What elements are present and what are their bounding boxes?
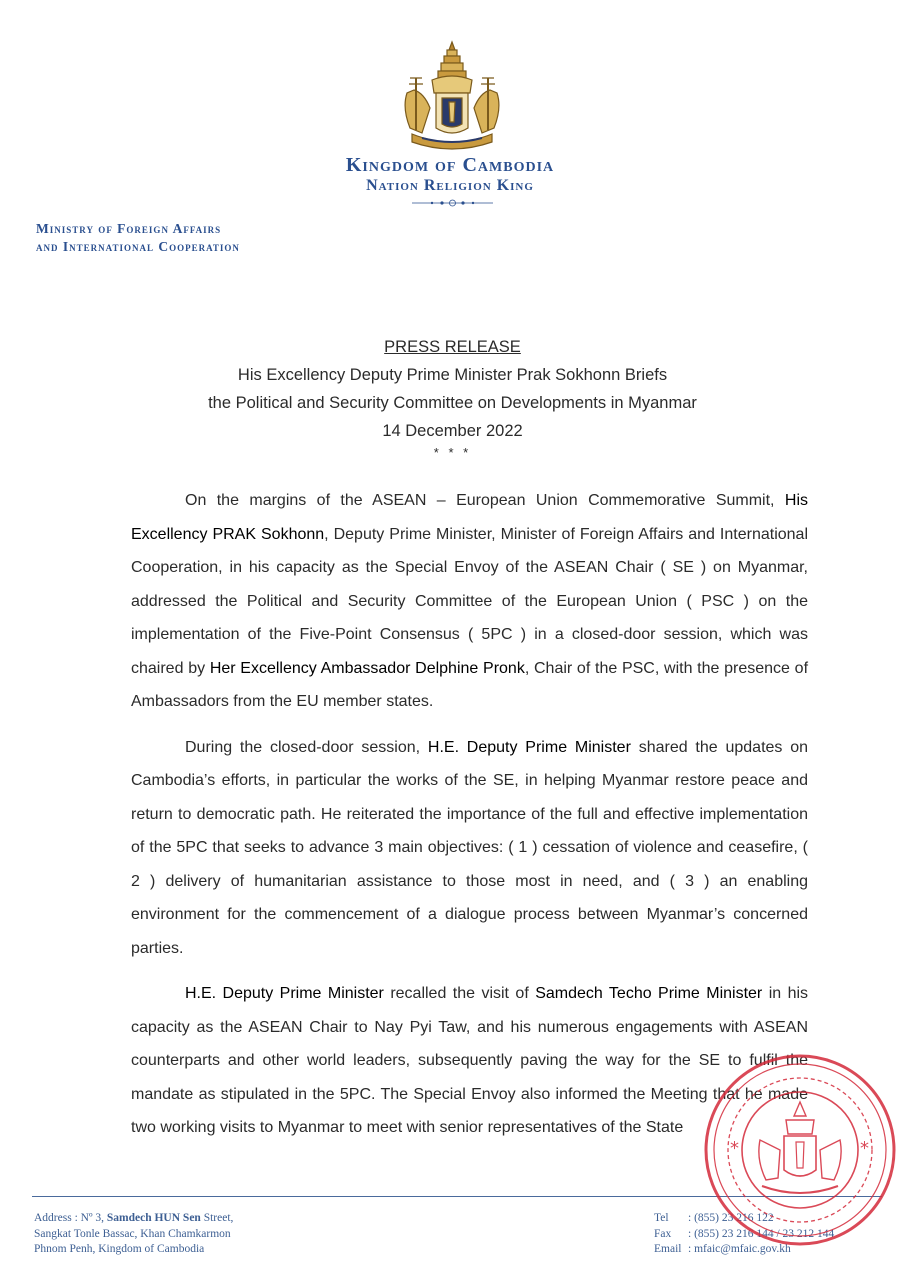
text-run: shared the updates on Cambodia’s efforts, in particular the works of the SE, in helping Myanmar restore peace and return to democratic path. He reiterated the importance of the full and effective implementation of the 5PC that seeks to advance 3 main objectives: ( 1 ) cessation of violence and ceasefire, ( 2 ) delivery of humanitarian assistance to those most in need, and ( 3 ) an enabling environment for the commencement of a dialogue process between Myanmar’s concerned parties. (131, 738, 809, 957)
svg-text:*: * (860, 1138, 869, 1159)
text-run: , Chair of the PSC, with the presence of Ambassadors from the EU member states. (131, 659, 809, 710)
address-label: Address : (34, 1212, 78, 1224)
email-label: Email (654, 1243, 682, 1255)
text-run: During the closed-door session, (185, 738, 428, 756)
emphasized-name: H.E. Deputy Prime Minister (427, 738, 631, 756)
fax-label: Fax (654, 1227, 672, 1240)
ornament-divider-icon (410, 198, 495, 208)
release-title-line-1: His Excellency Deputy Prime Minister Prak Sokhonn Briefs (237, 366, 668, 384)
address-line-3: Phnom Penh, Kingdom of Cambodia (34, 1243, 205, 1255)
text-run: in his capacity as the ASEAN Chair to Nay Pyi Taw, and his numerous engagements with ASEAN counterparts and other world leaders, subsequently paving the way for the SE to fulfil the mandate as stipulated in the 5PC. The Special Envoy also informed the Meeting that he made two working visits to Myanmar to meet with senior representatives of the State (131, 985, 809, 1136)
release-title-line-2: the Political and Security Committee on Developments in Myanmar (208, 394, 697, 412)
fax-value: : (855) 23 216 144 / 23 212 144 (688, 1227, 835, 1240)
release-date: 14 December 2022 (382, 422, 523, 440)
ministry-line-1: Ministry of Foreign Affairs (36, 221, 222, 236)
tel-value: : (855) 23 216 122 (688, 1212, 774, 1224)
address-street-name: Samdech HUN Sen (106, 1212, 201, 1224)
ministry-line-2: and International Cooperation (36, 239, 240, 254)
emphasized-name: His Excellency PRAK Sokhonn (131, 492, 808, 543)
ministry-name (36, 220, 336, 256)
address-line-2: Sangkat Tonle Bassac, Khan Chamkarmon (34, 1227, 231, 1240)
text-run: On the margins of the ASEAN – European Union Commemorative Summit, (185, 492, 785, 509)
email-value[interactable]: : mfaic@mfaic.gov.kh (688, 1243, 791, 1255)
press-release-label: PRESS RELEASE (384, 338, 521, 356)
emphasized-name: Samdech Techo Prime Minister (535, 985, 763, 1002)
ministry-seal-icon (700, 1050, 900, 1250)
footer-address (34, 1211, 394, 1258)
emphasized-name: H.E. Deputy Prime Minister (185, 985, 384, 1002)
address-street-suffix: Street, (203, 1212, 234, 1224)
emphasized-name: Her Excellency Ambassador Delphine Pronk (209, 659, 525, 677)
separator-stars: * * * (433, 445, 472, 460)
paragraph-1 (131, 484, 808, 719)
paragraph-2 (131, 731, 808, 966)
text-run: recalled the visit of (383, 985, 536, 1002)
text-run: , Deputy Prime Minister, Minister of Foreign Affairs and International Cooperation, in his capacity as the Special Envoy of the ASEAN Chair ( SE ) on Myanmar, addressed the Political and Security Committee of the European Union ( PSC ) on the implementation of the Five-Point Consensus ( 5PC ) in a closed-door session, which was chaired by (131, 525, 808, 677)
tel-label: Tel (654, 1212, 669, 1224)
kingdom-title: Kingdom of Cambodia (345, 154, 555, 176)
svg-text:*: * (730, 1138, 739, 1159)
royal-emblem-icon (392, 38, 512, 150)
address-number: Nº 3, (80, 1212, 105, 1224)
address-line-1 (34, 1211, 394, 1227)
release-heading (100, 333, 805, 461)
national-motto: Nation Religion King (366, 177, 534, 194)
